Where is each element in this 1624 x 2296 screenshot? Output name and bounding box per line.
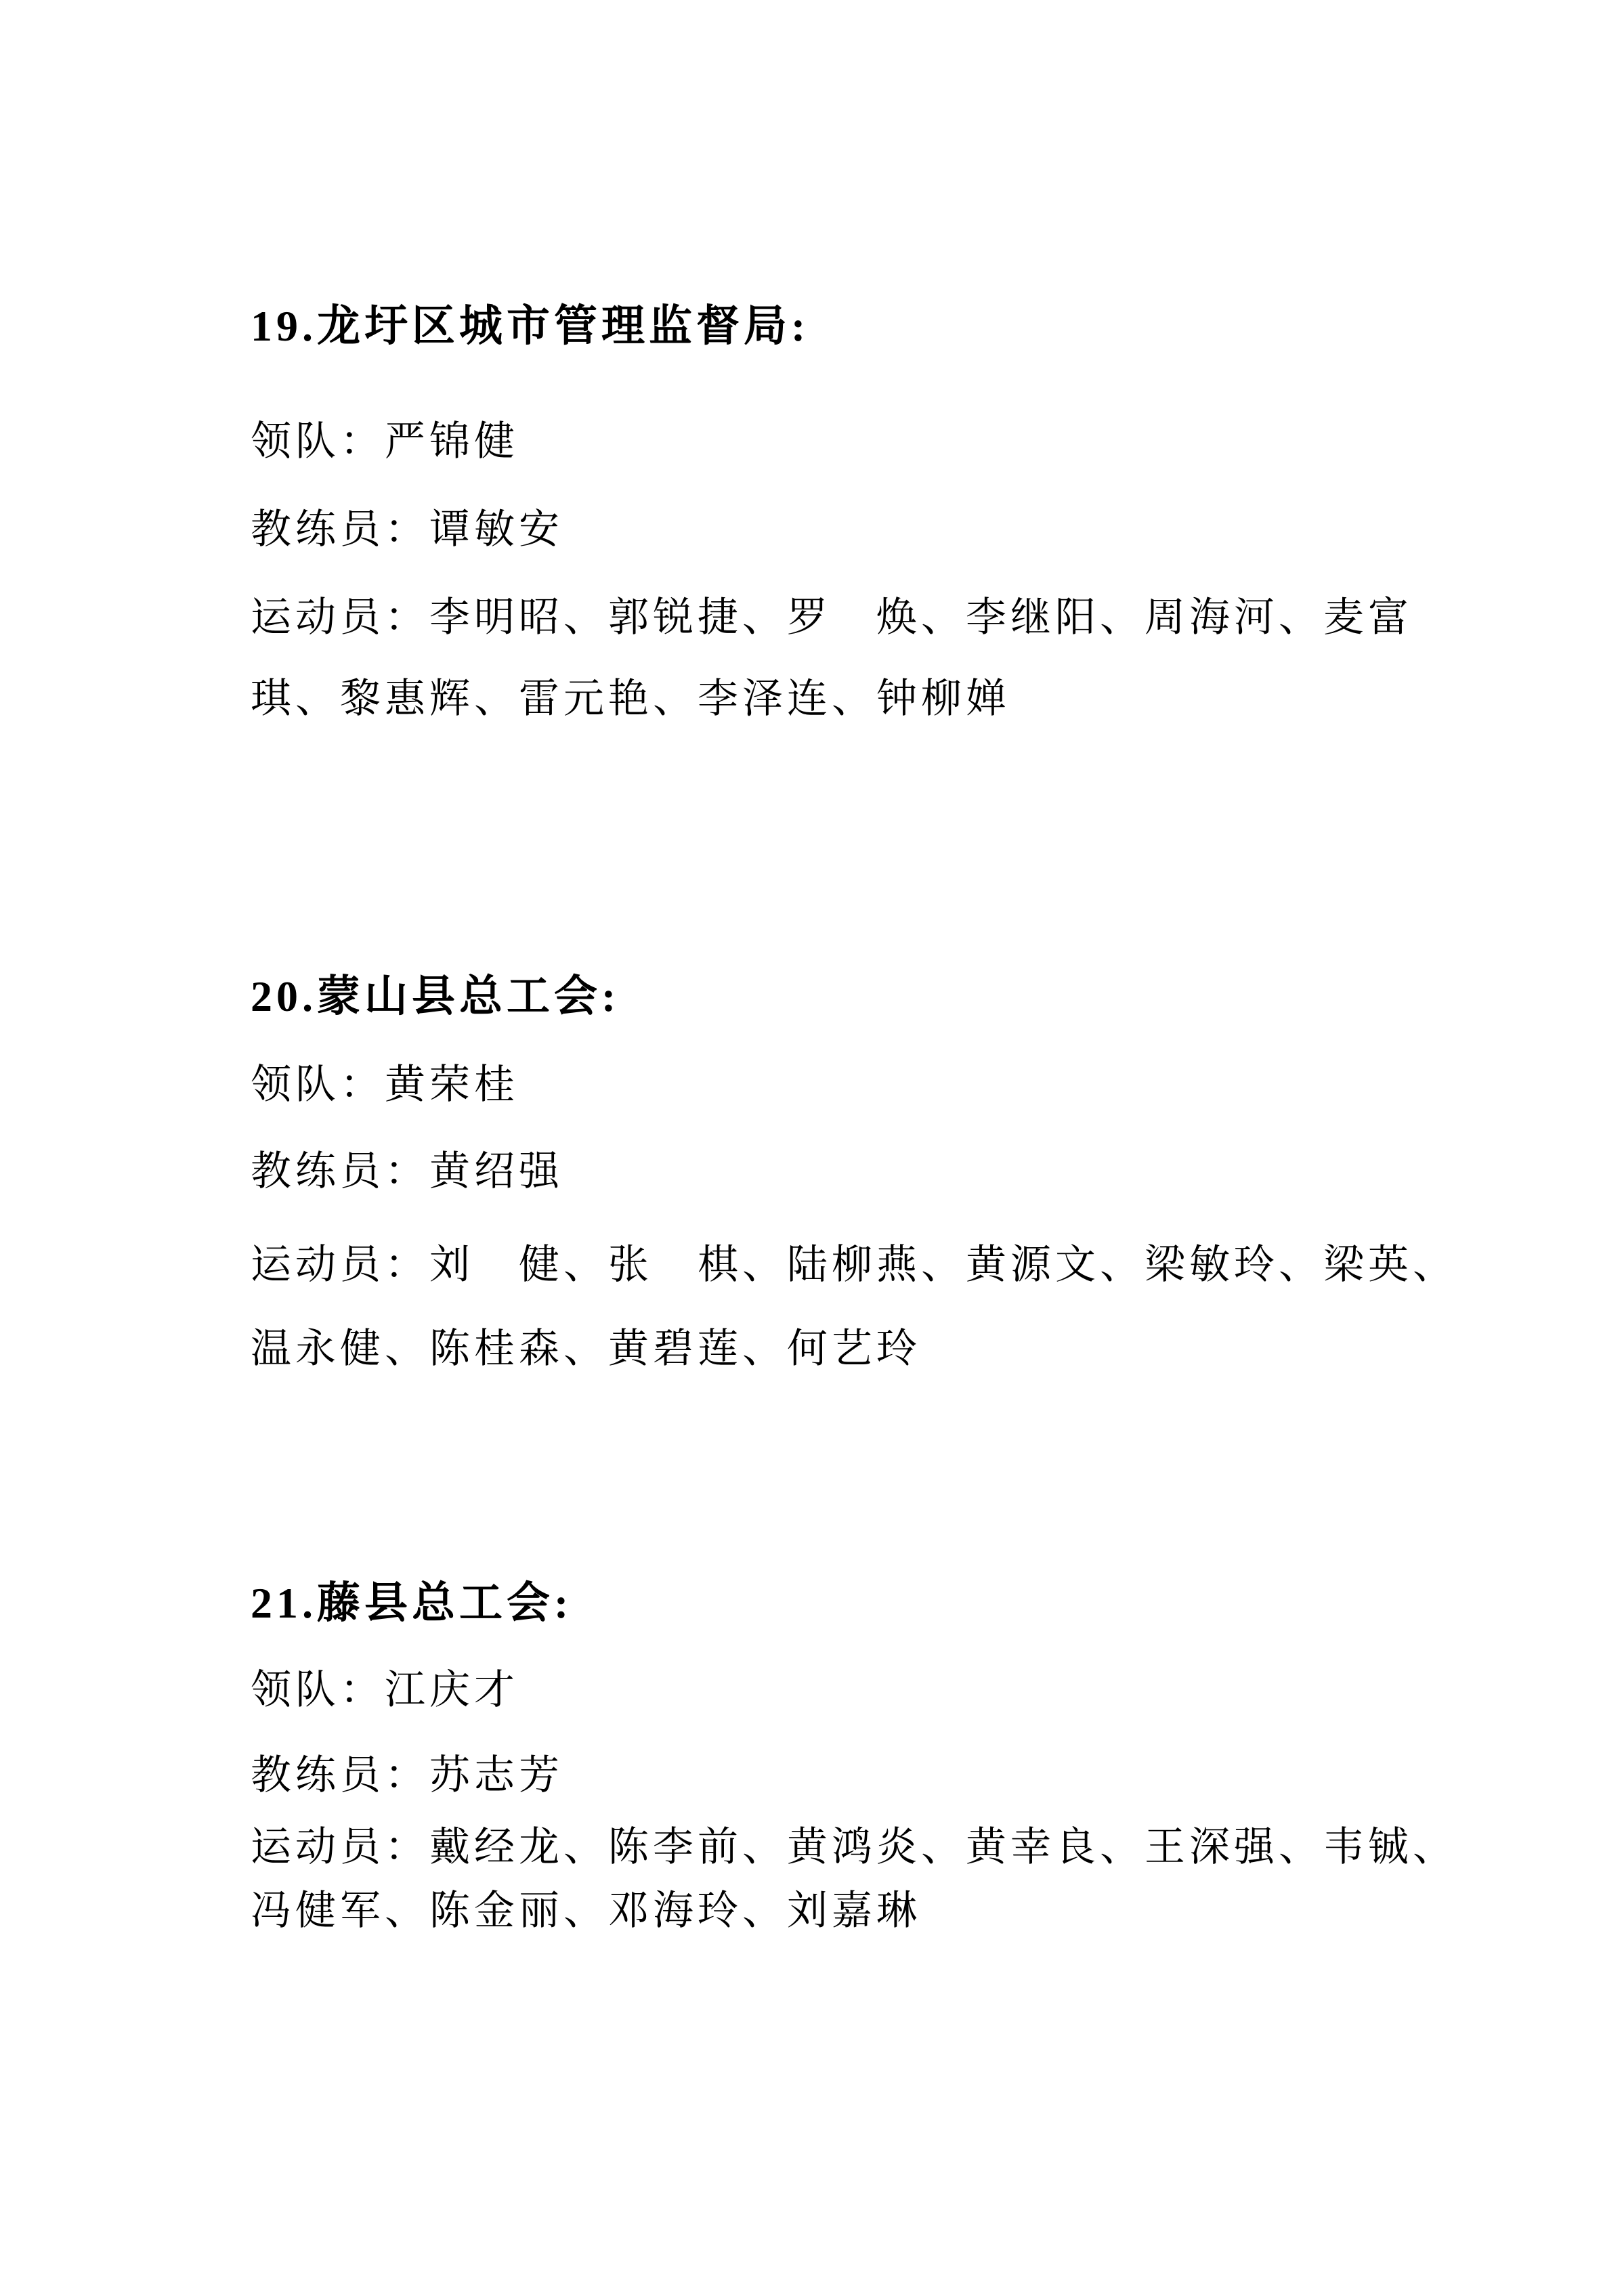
section-21-athletes-line-2: 冯健军、陈金丽、邓海玲、刘嘉琳 [251, 1888, 921, 1933]
section-20-athletes-line-1: 运动员：刘 健、张 棋、陆柳燕、黄源文、梁敏玲、梁英、 [251, 1242, 1457, 1287]
section-21-leader-line: 领队：江庆才 [251, 1668, 519, 1712]
section-20-coach-line: 教练员：黄绍强 [251, 1149, 563, 1194]
section-19-athletes-line-1: 运动员：李明昭、郭锐捷、罗 焕、李继阳、周海河、麦富 [251, 595, 1413, 640]
section-21-athletes-line-1: 运动员：戴经龙、陈李前、黄鸿炎、黄幸良、王深强、韦铖、 [251, 1825, 1457, 1869]
section-19-heading: 19.龙圩区城市管理监督局: [251, 302, 810, 350]
section-20-athletes-line-2: 温永健、陈桂森、黄碧莲、何艺玲 [251, 1326, 921, 1371]
section-19-coach-line: 教练员：谭敏安 [251, 507, 563, 552]
section-19-athletes-line-2: 琪、黎惠辉、雷元艳、李泽连、钟柳婵 [251, 676, 1010, 721]
section-21-heading: 21.藤县总工会: [251, 1579, 573, 1627]
section-20-leader-line: 领队：黄荣桂 [251, 1062, 519, 1107]
section-21-coach-line: 教练员：苏志芳 [251, 1753, 563, 1798]
section-20-heading: 20.蒙山县总工会: [251, 972, 620, 1020]
section-19-leader-line: 领队：严锦健 [251, 419, 519, 464]
